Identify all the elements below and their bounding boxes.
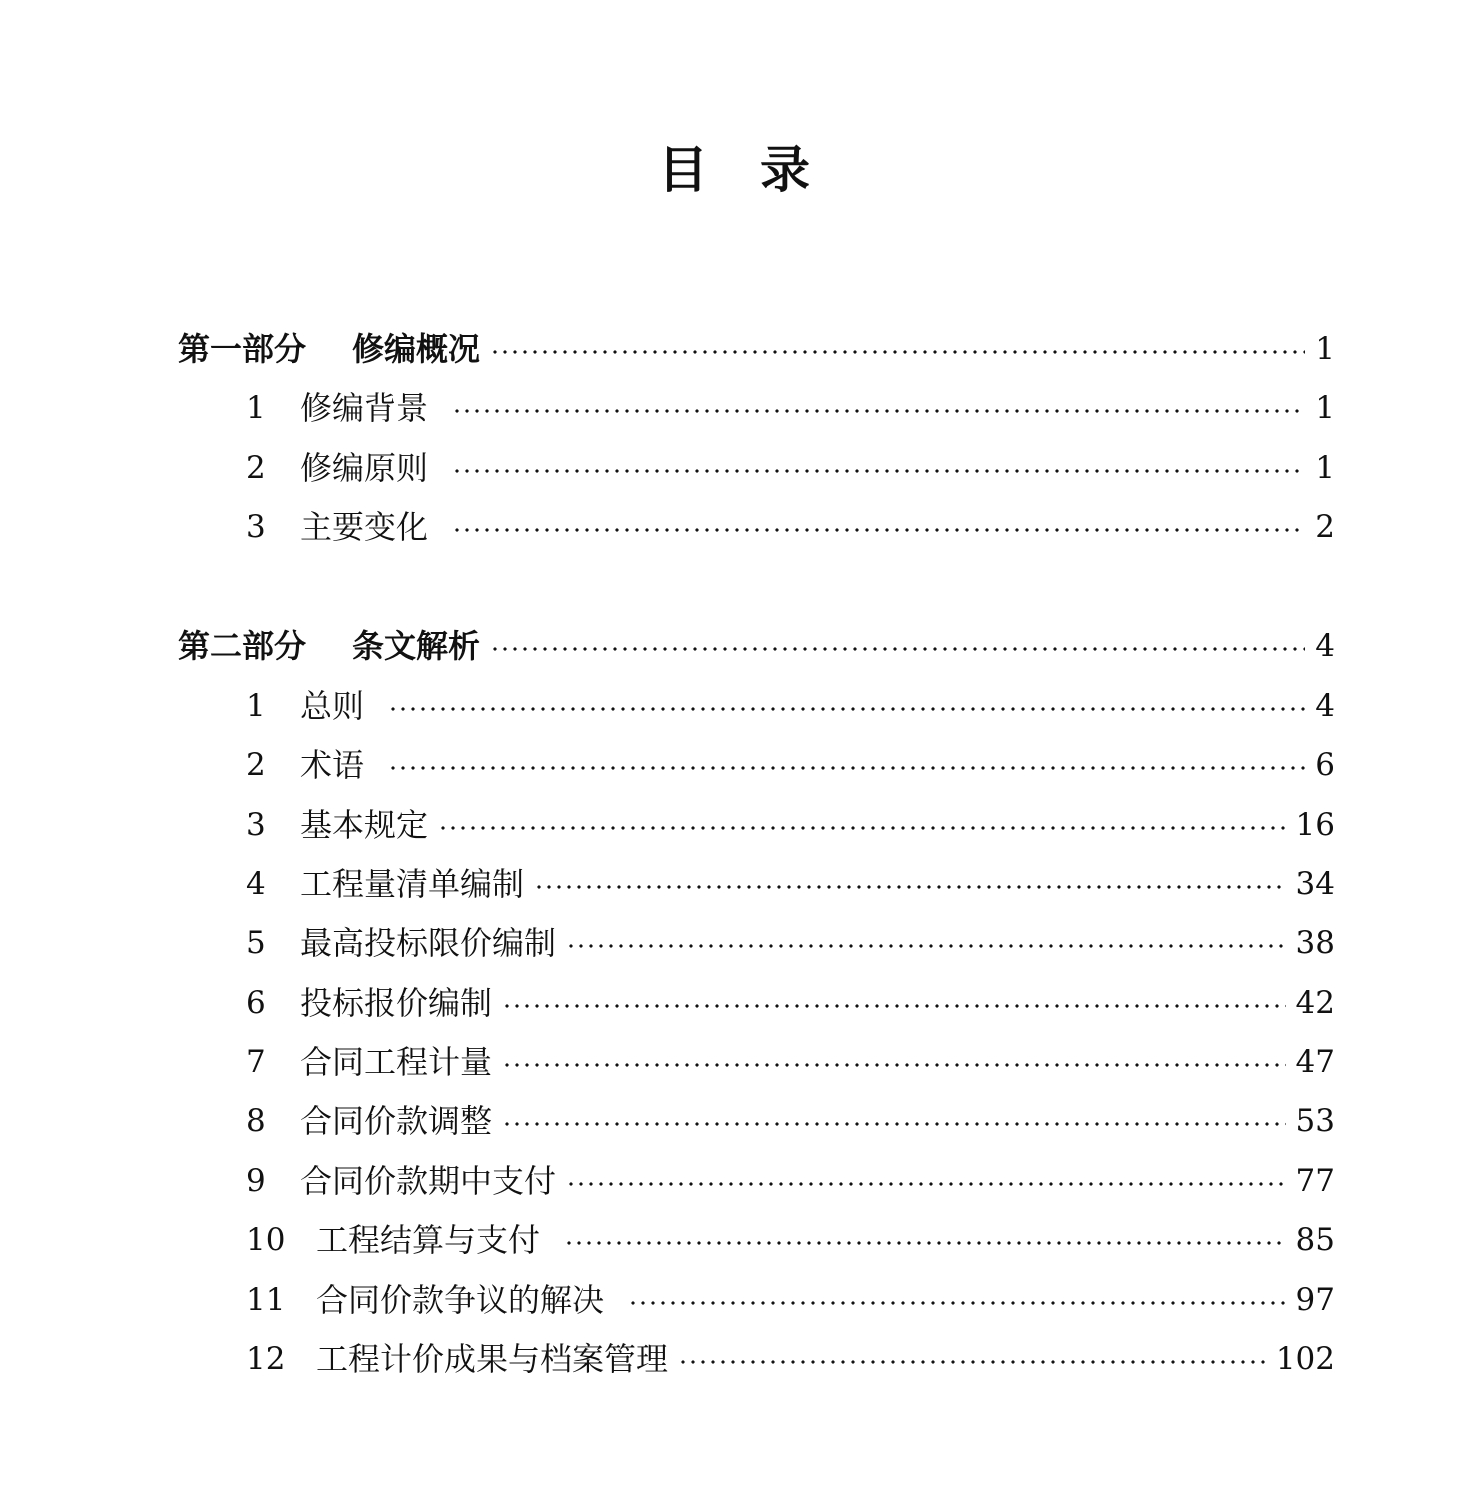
page-number: 4: [1315, 688, 1335, 724]
dot-leader: [452, 469, 1305, 473]
item-title: 工程计价成果与档案管理: [316, 1340, 669, 1378]
item-number: 4: [246, 866, 266, 902]
page-number: 38: [1295, 925, 1335, 961]
item-number: 5: [246, 925, 266, 961]
toc-item[interactable]: [246, 1040, 1335, 1084]
toc-item[interactable]: [246, 446, 1335, 490]
item-title: 合同工程计量: [300, 1043, 493, 1081]
page-number: 34: [1295, 866, 1335, 902]
toc-item[interactable]: [246, 862, 1335, 906]
dot-leader: [452, 409, 1305, 413]
item-title: 主要变化: [300, 508, 429, 546]
item-number: 3: [246, 807, 266, 843]
item-number: 10: [246, 1222, 286, 1258]
item-title: 投标报价编制: [300, 984, 493, 1022]
title-char-1: 目: [658, 141, 708, 199]
toc-item[interactable]: [246, 386, 1335, 430]
dot-leader: [678, 1360, 1266, 1364]
toc-item[interactable]: [246, 505, 1335, 549]
item-number: 9: [246, 1163, 266, 1199]
toc-part-1[interactable]: [178, 327, 1335, 371]
item-number: 11: [246, 1282, 286, 1318]
page-number: 4: [1315, 628, 1335, 664]
dot-leader: [490, 350, 1305, 354]
item-number: 2: [246, 450, 266, 486]
item-title: 合同价款期中支付: [300, 1162, 557, 1200]
page-number: 1: [1315, 450, 1335, 486]
page-number: 85: [1295, 1222, 1335, 1258]
item-title: 最高投标限价编制: [300, 924, 557, 962]
dot-leader: [490, 647, 1305, 651]
dot-leader: [438, 826, 1286, 830]
dot-leader: [502, 1004, 1286, 1008]
dot-leader: [564, 1241, 1286, 1245]
toc-item[interactable]: [246, 743, 1335, 787]
item-title: 术语: [300, 746, 365, 784]
item-number: 1: [246, 390, 266, 426]
item-title: 工程结算与支付: [316, 1221, 541, 1259]
toc-item[interactable]: [246, 1337, 1335, 1381]
page-number: 97: [1295, 1282, 1335, 1318]
page-number: 2: [1315, 509, 1335, 545]
item-title: 修编背景: [300, 389, 429, 427]
toc-item[interactable]: [246, 684, 1335, 728]
toc-item[interactable]: [246, 1099, 1335, 1143]
dot-leader: [388, 766, 1305, 770]
toc-part-2[interactable]: [178, 624, 1335, 668]
item-number: 3: [246, 509, 266, 545]
item-number: 8: [246, 1103, 266, 1139]
toc-item[interactable]: [246, 1218, 1335, 1262]
page-number: 16: [1295, 807, 1335, 843]
item-number: 12: [246, 1341, 286, 1377]
title-char-2: 录: [760, 141, 810, 199]
page-number: 53: [1295, 1103, 1335, 1139]
page-number: 1: [1315, 390, 1335, 426]
item-title: 基本规定: [300, 806, 429, 844]
item-number: 2: [246, 747, 266, 783]
dot-leader: [534, 885, 1286, 889]
dot-leader: [502, 1122, 1286, 1126]
page-title: [0, 138, 1468, 202]
page-number: 6: [1315, 747, 1335, 783]
part-number: 第二部分: [178, 627, 307, 665]
toc-item[interactable]: [246, 1159, 1335, 1203]
page-number: 77: [1295, 1163, 1335, 1199]
item-title: 合同价款调整: [300, 1102, 493, 1140]
dot-leader: [502, 1063, 1286, 1067]
part-number: 第一部分: [178, 330, 307, 368]
toc-item[interactable]: [246, 803, 1335, 847]
item-title: 工程量清单编制: [300, 865, 525, 903]
dot-leader: [628, 1301, 1286, 1305]
toc-item[interactable]: [246, 981, 1335, 1025]
dot-leader: [388, 707, 1305, 711]
dot-leader: [566, 1182, 1286, 1186]
item-number: 7: [246, 1044, 266, 1080]
item-number: 1: [246, 688, 266, 724]
dot-leader: [452, 528, 1305, 532]
item-title: 总则: [300, 687, 365, 725]
item-title: 合同价款争议的解决: [316, 1281, 605, 1319]
page-number: 102: [1275, 1341, 1335, 1377]
item-number: 6: [246, 985, 266, 1021]
toc-item[interactable]: [246, 1278, 1335, 1322]
part-title: 条文解析: [352, 627, 481, 665]
page-number: 42: [1295, 985, 1335, 1021]
page-number: 47: [1295, 1044, 1335, 1080]
page-number: 1: [1315, 331, 1335, 367]
toc-item[interactable]: [246, 921, 1335, 965]
part-title: 修编概况: [352, 330, 481, 368]
item-title: 修编原则: [300, 449, 429, 487]
dot-leader: [566, 944, 1286, 948]
